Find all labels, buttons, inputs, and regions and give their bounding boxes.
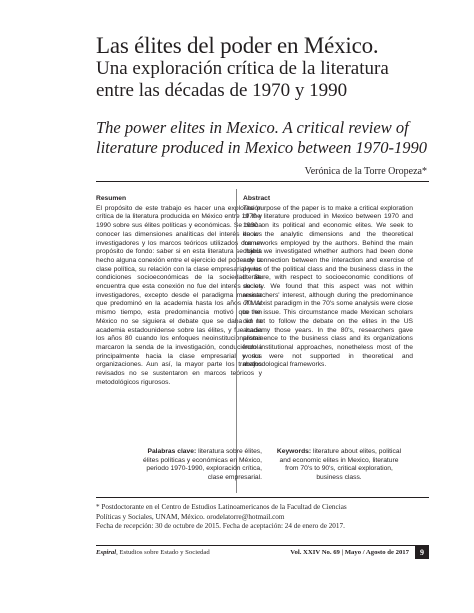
footnote-line1: * Postdoctorante en el Centro de Estudios Latinoamericanos de la Facultad de Ciencias [96, 503, 347, 511]
keywords-en-line2: and economic elites in Mexico, literature [279, 456, 399, 464]
keywords-es-label: Palabras clave: [147, 448, 197, 455]
title-main: Las élites del poder en México. [96, 33, 379, 58]
keywords-en-line3: from 70's to 90's, critical exploration, [285, 465, 393, 473]
journal-title: Espiral [96, 549, 117, 556]
article-title [96, 34, 456, 102]
title-subtitle-line2: entre las décadas de 1970 y 1990 [96, 80, 348, 101]
journal-name [96, 549, 210, 556]
page-number: 9 [415, 546, 429, 559]
volume-info: Vol. XXIV No. 69 | Mayo / Agosto de 2017 [290, 549, 409, 556]
abstract-section [243, 195, 413, 370]
footnote-divider [96, 497, 429, 498]
journal-subtitle: , Estudios sobre Estado y Sociedad [116, 549, 210, 556]
resumen-text: El propósito de este trabajo es hacer una exploración crítica de la literatura producida en México entre 1970 y 1990 sobre sus élites políticas y económicas. Se busca conocer las dimensiones analíticas del interés de los investigadores y los marcos teóricos utilizados con un propósito de fondo: saber si en esta literatura se había hecho alguna conexión entre el ejercicio del poder de la clase política, su relación con la clase empresarial y las condiciones socioeconómicas de la sociedad. Se encuentra que esta conexión no fue del interés de los investigadores, excepto desde el paradigma marxista que predominó en la academia hasta los años 70. Al mismo tiempo, esta predominancia motivó que en México no se siguiera el debate que se daba en la academia estadounidense sobre las élites, y fue hacia los años 80 cuando los enfoques neoinstitucionalistas marcaron la senda de la investigación, conduciéndola principalmente hacia la clase empresarial y sus organizaciones. Aun así, la mayor parte los trabajos revisados no se sustentaron en marcos teóricos y metodológicos rigurosos. [96, 204, 262, 386]
keywords-en-label: Keywords: [276, 448, 312, 455]
footnote [96, 503, 426, 532]
keywords-es-line4: clase empresarial. [207, 474, 262, 482]
keywords-en-line1: literature about elites, political [312, 448, 402, 455]
footnote-line3: Fecha de recepción: 30 de octubre de 2015. Fecha de aceptación: 24 de enero de 2017. [96, 522, 345, 530]
keywords-es [120, 448, 262, 483]
english-title-line1: The power elites in Mexico. A critical review of [96, 118, 409, 137]
header-divider [96, 181, 429, 182]
abstract-heading: Abstract [243, 195, 271, 202]
keywords-en [258, 448, 420, 483]
english-title [96, 118, 456, 158]
resumen-section [96, 195, 262, 387]
footer-divider [96, 545, 429, 546]
keywords-es-line1: literatura sobre élites, [198, 448, 262, 455]
abstract-text: The purpose of the paper is to make a critical exploration of the literature produced in Mexico between 1970 and 1990 on its political and economic elites. We seek to know the analytic dimensions and the theoretical frameworks employed by the authors. Behind the main object we investigated whether authors had been done any connection between the interaction and exercise of power of the political class and the business class in the literature, with respect to socioeconomic conditions of society. We found that this aspect was not within researchers' interest, although during the predominance of Marxist paradigm in the 70's some analysis were close to the issue. This circumstance made Mexican scholars did not to follow the debate on the elites in the US academy those years. In the 80's, researchers gave prominence to the business class and its organizations from institutional approaches, nonetheless most of the works were not supported in theoretical and methodological frameworks. [243, 204, 413, 369]
keywords-es-line3: periodo 1970-1990, exploración crítica, [146, 465, 262, 473]
footnote-line2: Políticas y Sociales, UNAM, México. orodelatorre@hotmail.com [96, 512, 285, 521]
english-title-line2: literature produced in Mexico between 1970-1990 [96, 138, 427, 157]
keywords-en-line4: business class. [316, 474, 362, 482]
author-name: Verónica de la Torre Oropeza* [304, 166, 427, 177]
keywords-es-line2: élites políticas y económicas en México, [143, 456, 262, 464]
title-subtitle-line1: Una exploración crítica de la literatura [96, 58, 389, 79]
resumen-heading: Resumen [96, 195, 127, 202]
